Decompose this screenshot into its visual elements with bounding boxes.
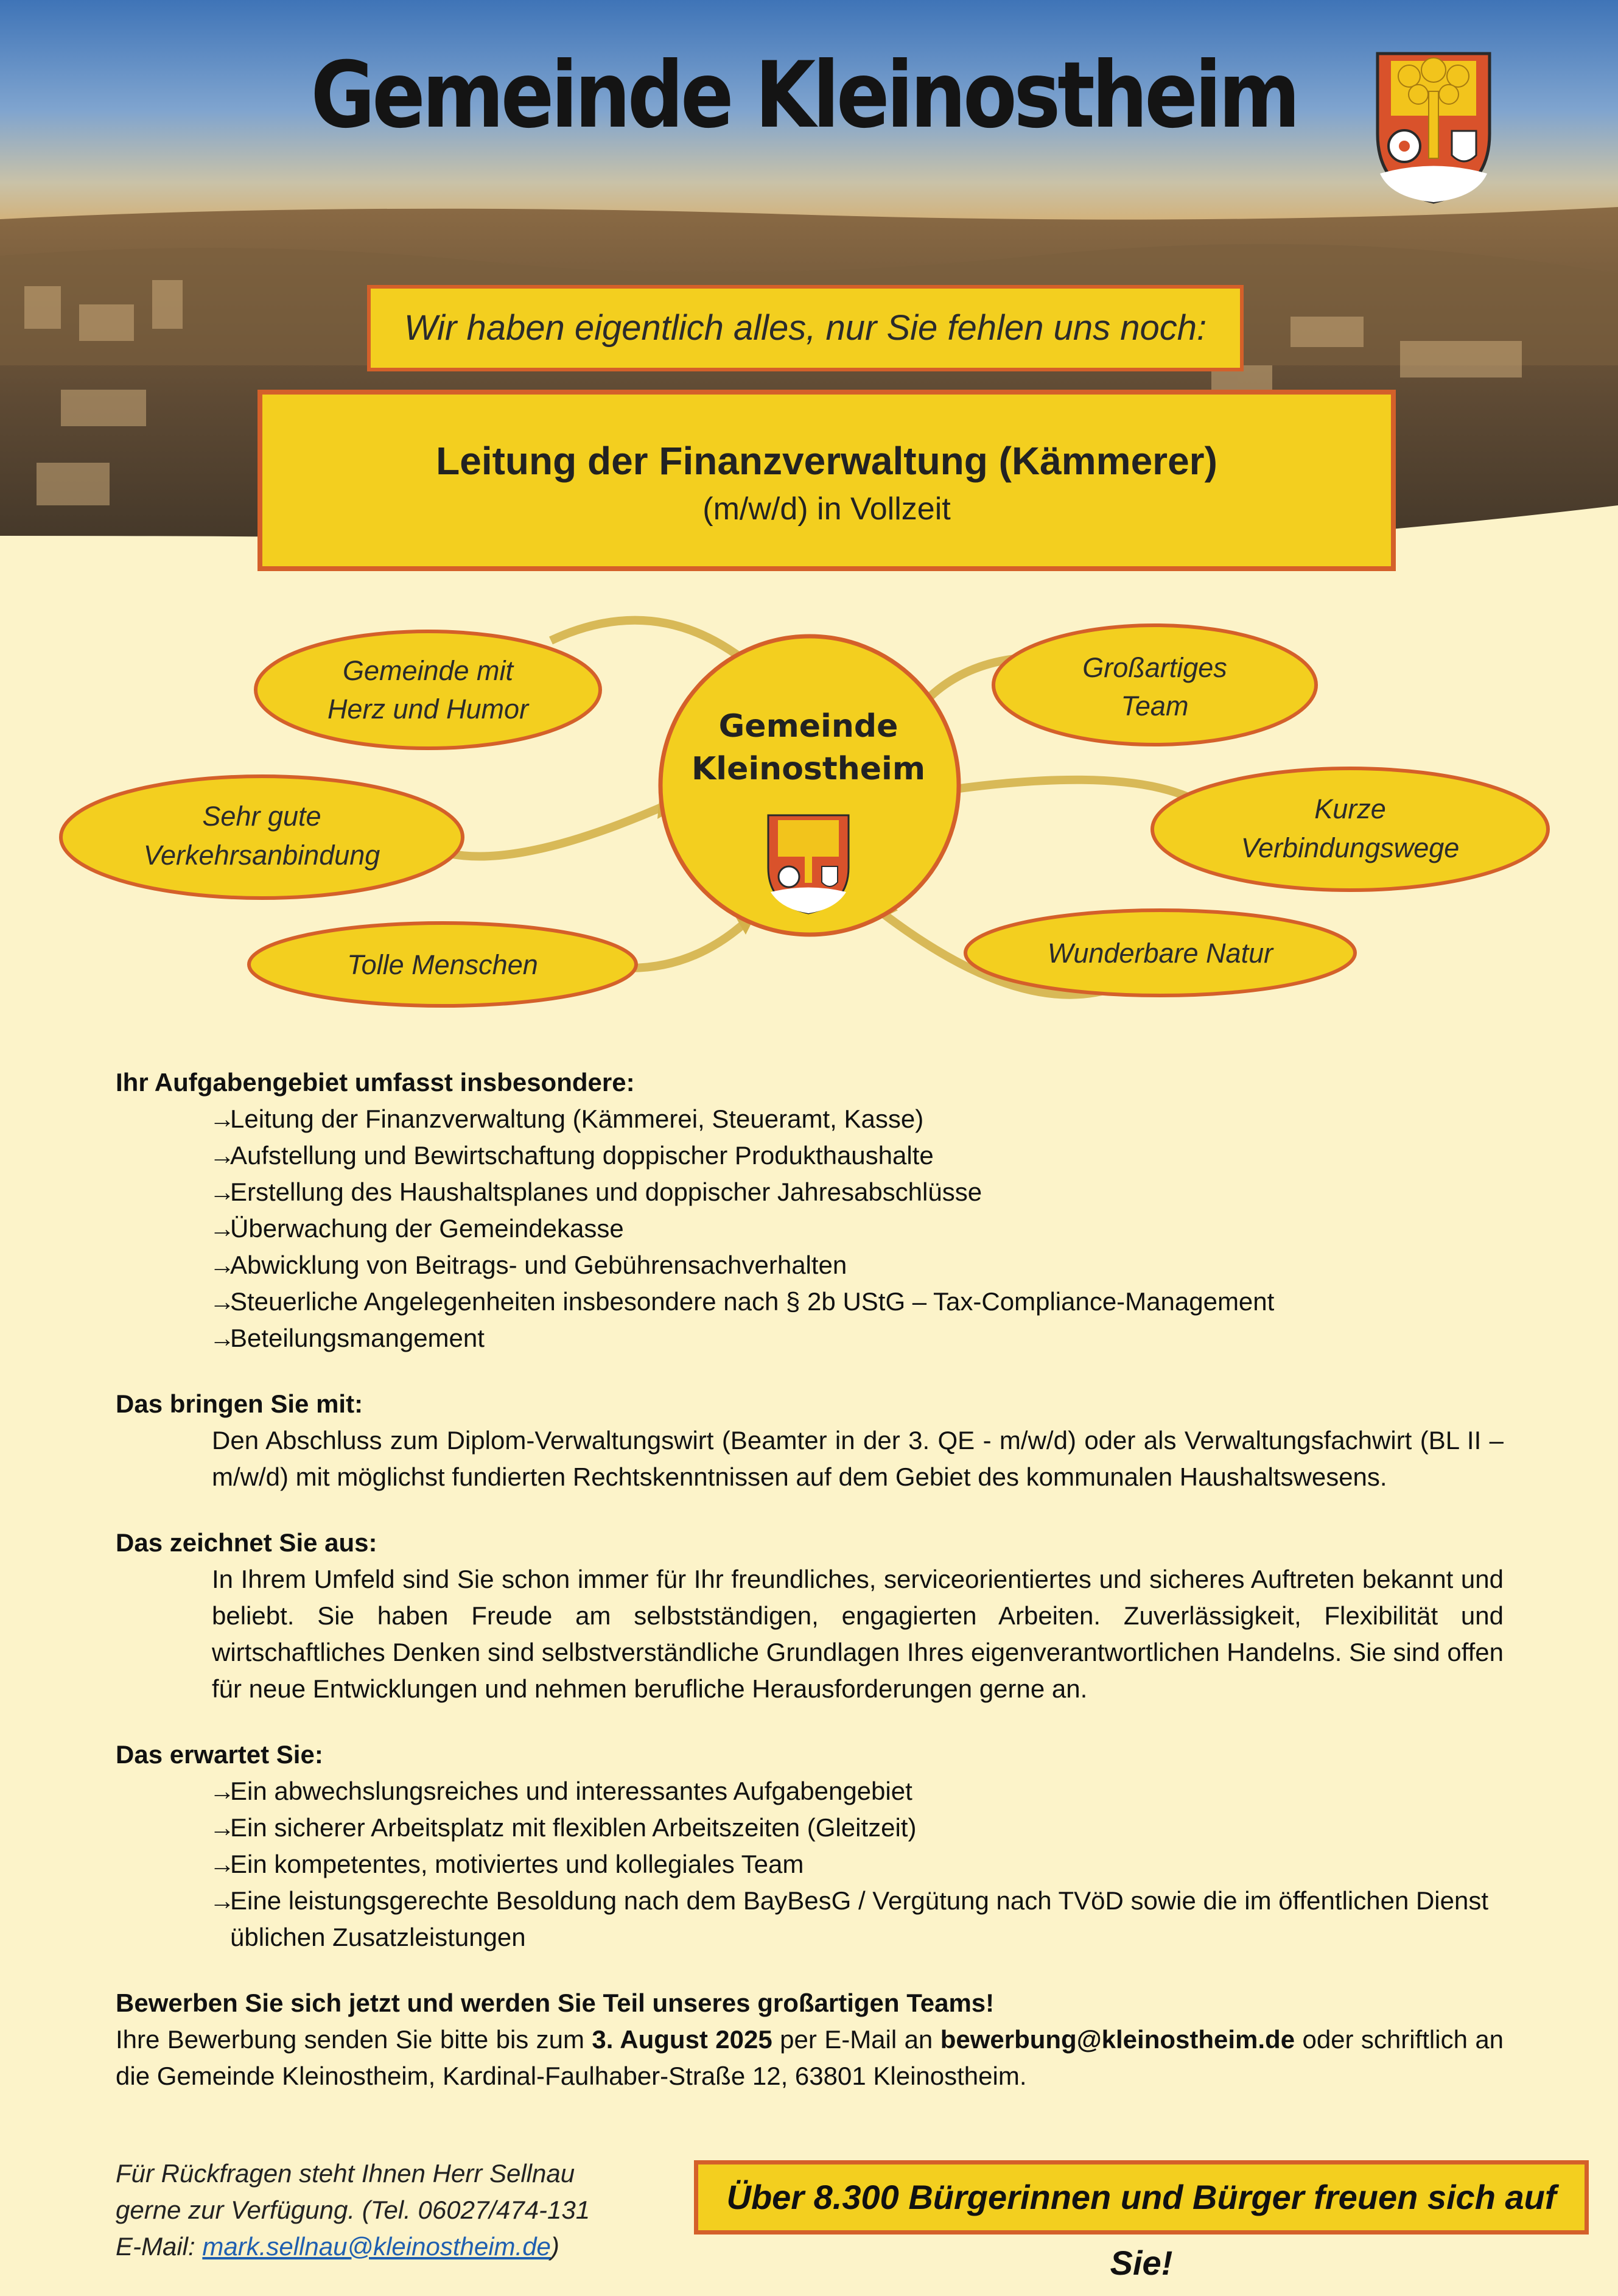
oval-text-line: Kurze: [1314, 793, 1386, 824]
center-title-line-1: Gemeinde: [718, 708, 898, 745]
contact-email-label: E-Mail:: [116, 2232, 195, 2261]
requirements-text: Den Abschluss zum Diplom-Verwaltungswirt (Beamter in der 3. QE - m/w/d) oder als Verwaltungsfachwirt (BL II – m/w/d) mit möglichst fundierten Rechtskenntnissen auf dem Gebiet des kommunalen Haushaltswesens.: [212, 1426, 1504, 1491]
arrow-right-icon: →: [209, 1141, 235, 1170]
oval-text-line: Tolle Menschen: [347, 949, 538, 980]
apply-deadline: 3. August 2025: [592, 2025, 772, 2054]
oval-text-line: Team: [1121, 690, 1189, 721]
list-item-text: Aufstellung und Bewirtschaftung doppischer Produkthaushalte: [230, 1141, 934, 1170]
apply-text-part: Ihre Bewerbung senden Sie bitte bis zum: [116, 2025, 585, 2054]
job-title: Leitung der Finanzverwaltung (Kämmerer): [436, 439, 1217, 483]
oval-people: [249, 923, 636, 1006]
list-item-text: Steuerliche Angelegenheiten insbesondere nach § 2b UStG – Tax-Compliance-Management: [230, 1287, 1275, 1316]
contact-info: [116, 2155, 664, 2265]
arrow-right-icon: →: [209, 1251, 235, 1279]
arrow-right-icon: →: [209, 1287, 235, 1316]
arrow-right-icon: →: [209, 1178, 235, 1206]
list-item: [209, 1101, 1504, 1137]
job-subtitle: (m/w/d) in Vollzeit: [702, 491, 951, 527]
apply-text: [116, 2021, 1504, 2094]
list-item-text: Leitung der Finanzverwaltung (Kämmerei, Steueramt, Kasse): [230, 1104, 924, 1133]
list-item-text: Abwicklung von Beitrags- und Gebührensachverhalten: [230, 1251, 847, 1279]
apply-heading: Bewerben Sie sich jetzt und werden Sie Teil unseres großartigen Teams!: [116, 1989, 995, 2017]
oval-short-paths: [1152, 768, 1548, 890]
offers-list: [209, 1773, 1504, 1956]
benefits-mindmap: [0, 603, 1618, 1029]
contact-line: Für Rückfragen steht Ihnen Herr Sellnau: [116, 2159, 575, 2188]
oval-heart-humor: [256, 631, 600, 748]
tasks-list: [209, 1101, 1504, 1357]
list-item: [209, 1247, 1504, 1283]
apply-text-part: per E-Mail an: [780, 2025, 933, 2054]
list-item-text: Eine leistungsgerechte Besoldung nach dem BayBesG / Vergütung nach TVöD sowie die im öffentlichen Dienst üblichen Zusatzleistungen: [230, 1886, 1489, 1951]
qualities-text: In Ihrem Umfeld sind Sie schon immer für Ihr freundliches, serviceorientiertes und sicheres Auftreten bekannt und beliebt. Sie haben Freude am selbstständigen, engagierten Arbeiten. Zuverlässigkeit, Flexibilität und wirtschaftliches Denken sind selbstverständliche Grundlagen Ihres eigenverantwortlichen Handelns. Sie sind offen für neue Entwicklungen und nehmen berufliche Herausforderungen gerne an.: [212, 1565, 1504, 1703]
qualities-heading: Das zeichnet Sie aus:: [116, 1528, 377, 1557]
apply-email-link[interactable]: bewerbung@kleinostheim.de: [940, 2025, 1295, 2054]
arrow-right-icon: →: [209, 1214, 235, 1243]
oval-nature: [965, 910, 1355, 995]
oval-text-line: Wunderbare Natur: [1047, 938, 1273, 969]
arrow-right-icon: →: [209, 1850, 235, 1878]
page-title: Gemeinde Kleinostheim: [310, 43, 1297, 149]
contact-email-link[interactable]: mark.sellnau@kleinostheim.de: [202, 2232, 551, 2261]
requirements-heading: Das bringen Sie mit:: [116, 1389, 363, 1418]
oval-text-line: Verbindungswege: [1241, 832, 1460, 863]
list-item: [209, 1174, 1504, 1210]
list-item-text: Ein kompetentes, motiviertes und kollegiales Team: [230, 1850, 804, 1878]
oval-team: [993, 625, 1316, 745]
arrow-right-icon: →: [209, 1324, 235, 1352]
oval-text-line: Gemeinde mit: [342, 655, 514, 686]
center-title-line-2: Kleinostheim: [691, 751, 926, 787]
apply-text-part: oder schriftlich an die Gemeinde Kleinostheim, Kardinal-Faulhaber-Straße 12, 63801 Kleinostheim.: [116, 2025, 1504, 2090]
list-item: [209, 1283, 1504, 1320]
offers-heading: Das erwartet Sie:: [116, 1740, 323, 1769]
oval-text-line: Verkehrsanbindung: [143, 840, 380, 871]
oval-transport: [61, 776, 463, 898]
arrow-right-icon: →: [209, 1104, 235, 1133]
tasks-heading: Ihr Aufgabengebiet umfasst insbesondere:: [116, 1068, 635, 1097]
list-item: [209, 1137, 1504, 1174]
oval-text-line: Herz und Humor: [327, 693, 529, 725]
list-item-text: Ein abwechslungsreiches und interessantes Aufgabengebiet: [230, 1777, 912, 1805]
contact-email-line: [116, 2228, 664, 2265]
center-circle: [660, 636, 959, 935]
coat-of-arms-small-icon: [768, 815, 849, 913]
arrow-right-icon: →: [209, 1813, 235, 1842]
list-item-text: Ein sicherer Arbeitsplatz mit flexiblen Arbeitszeiten (Gleitzeit): [230, 1813, 917, 1842]
list-item: [209, 1846, 1504, 1883]
coat-of-arms-icon: [1373, 49, 1494, 207]
job-title-box: [257, 390, 1396, 571]
contact-line: gerne zur Verfügung. (Tel. 06027/474-131: [116, 2196, 590, 2224]
citizens-banner: Über 8.300 Bürgerinnen und Bürger freuen sich auf Sie!: [694, 2160, 1589, 2235]
arrow-right-icon: →: [209, 1886, 235, 1915]
contact-close-paren: ): [550, 2232, 559, 2261]
list-item: [209, 1210, 1504, 1247]
arrow-right-icon: →: [209, 1777, 235, 1805]
tagline-banner: Wir haben eigentlich alles, nur Sie fehlen uns noch:: [367, 285, 1244, 371]
list-item-text: Überwachung der Gemeindekasse: [230, 1214, 624, 1243]
list-item: [209, 1773, 1504, 1810]
list-item-text: Erstellung des Haushaltsplanes und doppischer Jahresabschlüsse: [230, 1178, 982, 1206]
job-description: [116, 1064, 1504, 2094]
list-item: [209, 1810, 1504, 1846]
list-item-text: Beteilungsmangement: [230, 1324, 485, 1352]
oval-text-line: Sehr gute: [202, 801, 321, 832]
oval-text-line: Großartiges: [1082, 652, 1227, 683]
list-item: [209, 1883, 1504, 1956]
list-item: [209, 1320, 1504, 1357]
